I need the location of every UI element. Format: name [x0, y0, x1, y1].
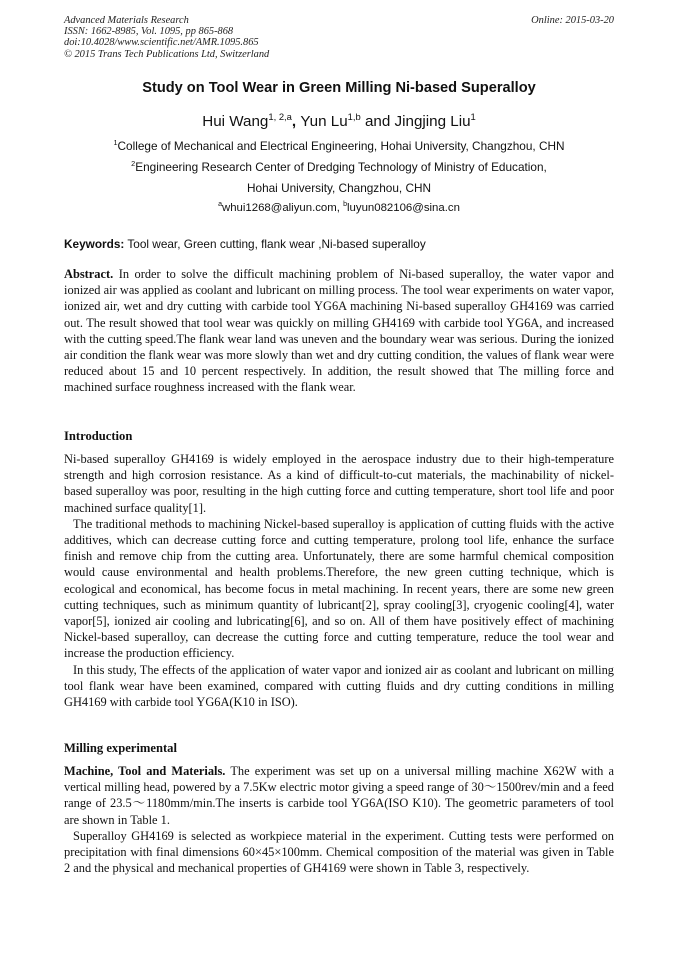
milling-body — [64, 763, 614, 876]
keywords-text: Tool wear, Green cutting, flank wear ,Ni-based superalloy — [124, 237, 426, 251]
keywords-label: Keywords: — [64, 237, 125, 251]
paragraph: In this study, The effects of the application of water vapor and ionized air as coolant and lubricant on milling tool flank wear have been examined, compared with cutting fluids and dry cutting conditions in milling GH4169 with carbide tool YG6A(K10 in ISO). — [64, 662, 614, 710]
abstract-text: In order to solve the difficult machining problem of Ni-based superalloy, the water vapor and ionized air was applied as coolant and lubricant on milling process. The tool wear experiments on water vapor, ionized air, wet and dry cutting with carbide tool YG6A machining Ni-based superalloy GH4169 was carried out. The result showed that tool wear was quickly on milling GH4169 with carbide tool YG6A, and increased with the cutting speed.The flank wear land was uneven and the boundary wear was serious. During the ionized air condition the flank wear was more slowly than wet and dry cutting condition, the values of flank wear were reduced about 15 and 10 percent respectively. In addition, the result showed that The milling force and machined surface roughness increased with the flank wear. — [64, 267, 614, 395]
affiliation-text: College of Mechanical and Electrical Engineering, Hohai University, Changzhou, CHN — [117, 139, 565, 153]
paper-title: Study on Tool Wear in Green Milling Ni-based Superalloy — [142, 80, 536, 96]
paragraph-text: The experiment was set up on a universal milling machine X62W with a vertical milling head, powered by a 7.5Kw electric motor giving a speed range of 30～1500rev/min and a feed range of 23.5～1180mm/min.The inserts is carbide tool YG6A(ISO K10). The geometric parameters of tool are shown in Table 1. — [64, 764, 614, 827]
author-emails — [0, 202, 678, 214]
paragraph: Ni-based superalloy GH4169 is widely employed in the aerospace industry due to their high-temperature strength and high corrosion resistance. As a kind of difficult-to-cut materials, the machinability of nickel-based superalloy was poor, resulting in the high cutting force and cutting temperature, short tool life and poor machined surface quality[1]. — [64, 452, 614, 515]
journal-metadata — [64, 15, 269, 60]
online-date: Online: 2015-03-20 — [531, 15, 614, 26]
affiliation-2 — [0, 160, 678, 174]
author-superscript: 1, 2,a — [268, 110, 292, 122]
email-text: luyun082106@sina.cn — [347, 202, 460, 214]
copyright-line: © 2015 Trans Tech Publications Ltd, Switzerland — [64, 48, 270, 60]
doi-line: doi:10.4028/www.scientific.net/AMR.1095.865 — [64, 37, 259, 49]
author-separator: and — [360, 113, 395, 130]
subsection-label: Machine, Tool and Materials. — [64, 764, 226, 778]
paragraph — [64, 763, 614, 828]
email-superscript: a — [218, 201, 222, 209]
affiliation-text: Engineering Research Center of Dredging Technology of Ministry of Education, — [135, 160, 547, 174]
paragraph: The traditional methods to machining Nickel-based superalloy is application of cutting fluids with the active additives, which can decrease cutting force and cutting temperature, prolong tool life, enhance the surface finish and remove chip from the cutting area. Unfortunately, there are some harmful chemical composition would cause environmental and health problems.Therefore, the new green cutting technique, which is ecological and economical, has become focus in metal machining. In recent years, there are some new green cutting techniques, such as minimum quantity of lubricant[2], spray cooling[3], cryogenic cooling[4], water vapor[5], ionized air cooling and lubricating[6], and so on. All of them have positively effect of machining Nickel-based superalloy, can decrease the cutting force and cutting temperature, reduce the tool wear and increase the production efficiency. — [64, 516, 614, 661]
paragraph: Superalloy GH4169 is selected as workpiece material in the experiment. Cutting tests were performed on precipitation with final dimensions 60×45×100mm. Chemical composition of the material was given in Table 2 and the physical and mechanical properties of GH4169 were shown in Table 3, respectively. — [64, 828, 614, 876]
affiliation-1 — [0, 139, 678, 153]
abstract-label: Abstract. — [64, 267, 114, 281]
email-text: whui1268@aliyun.com, — [221, 202, 344, 214]
introduction-heading: Introduction — [64, 429, 133, 443]
introduction-body — [64, 451, 614, 710]
affiliation-superscript: 1 — [113, 138, 118, 148]
author-name: Jingjing Liu — [394, 113, 471, 130]
author-list — [0, 110, 678, 130]
author-superscript: 1 — [470, 110, 476, 122]
affiliation-superscript: 2 — [131, 159, 136, 169]
journal-name: Advanced Materials Research — [64, 15, 189, 26]
author-separator: , — [291, 113, 301, 130]
affiliation-2-continued — [0, 181, 678, 195]
author-name: Hui Wang — [202, 113, 269, 130]
affiliation-text: Hohai University, Changzhou, CHN — [246, 181, 432, 195]
milling-heading: Milling experimental — [64, 741, 177, 755]
email-superscript: b — [343, 201, 348, 209]
author-superscript: 1,b — [347, 110, 361, 122]
author-name: Yun Lu — [300, 113, 348, 130]
keywords — [64, 237, 426, 251]
issn-line: ISSN: 1662-8985, Vol. 1095, pp 865-868 — [64, 26, 234, 38]
abstract — [64, 266, 614, 396]
